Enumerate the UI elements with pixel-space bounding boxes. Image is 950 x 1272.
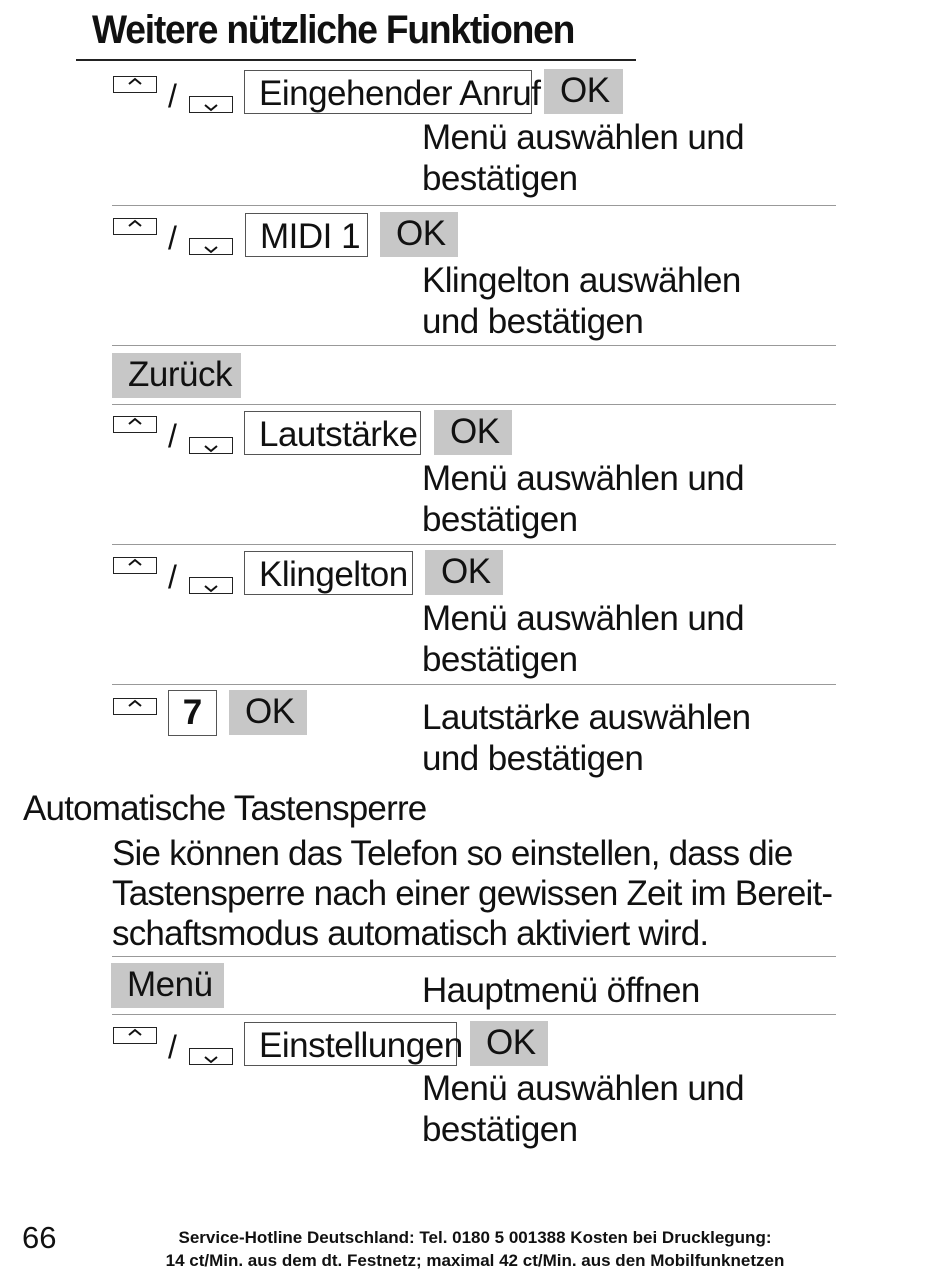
divider (112, 956, 836, 957)
footer-hotline: Service-Hotline Deutschland: Tel. 0180 5 001388 Kosten bei Drucklegung: 14 ct/Min. aus dem dt. Festnetz; maximal 42 ct/Min. aus den Mobilfunknetzen (165, 1228, 785, 1270)
ok-softkey: OK (544, 69, 623, 114)
divider (112, 345, 836, 346)
divider (112, 544, 836, 545)
divider (112, 684, 836, 685)
ok-softkey: OK (434, 410, 512, 455)
display-midi-1: MIDI 1 (245, 213, 368, 257)
step-description: Menü auswählen und bestätigen (422, 599, 744, 679)
step-description: Menü auswählen und bestätigen (422, 459, 744, 539)
menu-softkey: Menü (111, 963, 224, 1008)
arrow-up-key-icon (113, 416, 157, 433)
section-paragraph: Sie können das Telefon so einstellen, dass die Tastensperre nach einer gewissen Zeit im Bereit- schaftsmodus automatisch aktiviert wird. (112, 834, 833, 953)
slash-separator: / (168, 559, 177, 595)
arrow-up-key-icon (113, 218, 157, 235)
arrow-down-key-icon (189, 1048, 233, 1065)
ok-softkey: OK (425, 550, 503, 595)
display-eingehender-anruf: Eingehender Anruf (244, 70, 532, 114)
ok-softkey: OK (380, 212, 458, 257)
divider (112, 205, 836, 206)
divider (112, 1014, 836, 1015)
volume-level-display: 7 (168, 690, 217, 736)
arrow-up-key-icon (113, 698, 157, 715)
display-einstellungen: Einstellungen (244, 1022, 457, 1066)
arrow-down-key-icon (189, 577, 233, 594)
slash-separator: / (168, 1029, 177, 1065)
ok-softkey: OK (229, 690, 307, 735)
arrow-down-key-icon (189, 437, 233, 454)
arrow-up-key-icon (113, 76, 157, 93)
arrow-down-key-icon (189, 96, 233, 113)
section-heading: Automatische Tastensperre (23, 789, 427, 828)
step-description: Menü auswählen und bestätigen (422, 118, 744, 198)
arrow-up-key-icon (113, 557, 157, 574)
title-underline (76, 59, 636, 61)
arrow-down-key-icon (189, 238, 233, 255)
zurueck-softkey: Zurück (112, 353, 241, 398)
ok-softkey: OK (470, 1021, 548, 1066)
display-lautstaerke: Lautstärke (244, 411, 421, 455)
divider (112, 404, 836, 405)
step-description: Menü auswählen und bestätigen (422, 1069, 744, 1149)
page-title: Weitere nützliche Funktionen (92, 8, 575, 52)
step-description: Lautstärke auswählen und bestätigen (422, 698, 751, 778)
step-description: Hauptmenü öffnen (422, 971, 700, 1010)
slash-separator: / (168, 78, 177, 114)
page-number: 66 (22, 1220, 57, 1255)
slash-separator: / (168, 418, 177, 454)
slash-separator: / (168, 220, 177, 256)
arrow-up-key-icon (113, 1027, 157, 1044)
display-klingelton: Klingelton (244, 551, 413, 595)
step-description: Klingelton auswählen und bestätigen (422, 261, 741, 341)
